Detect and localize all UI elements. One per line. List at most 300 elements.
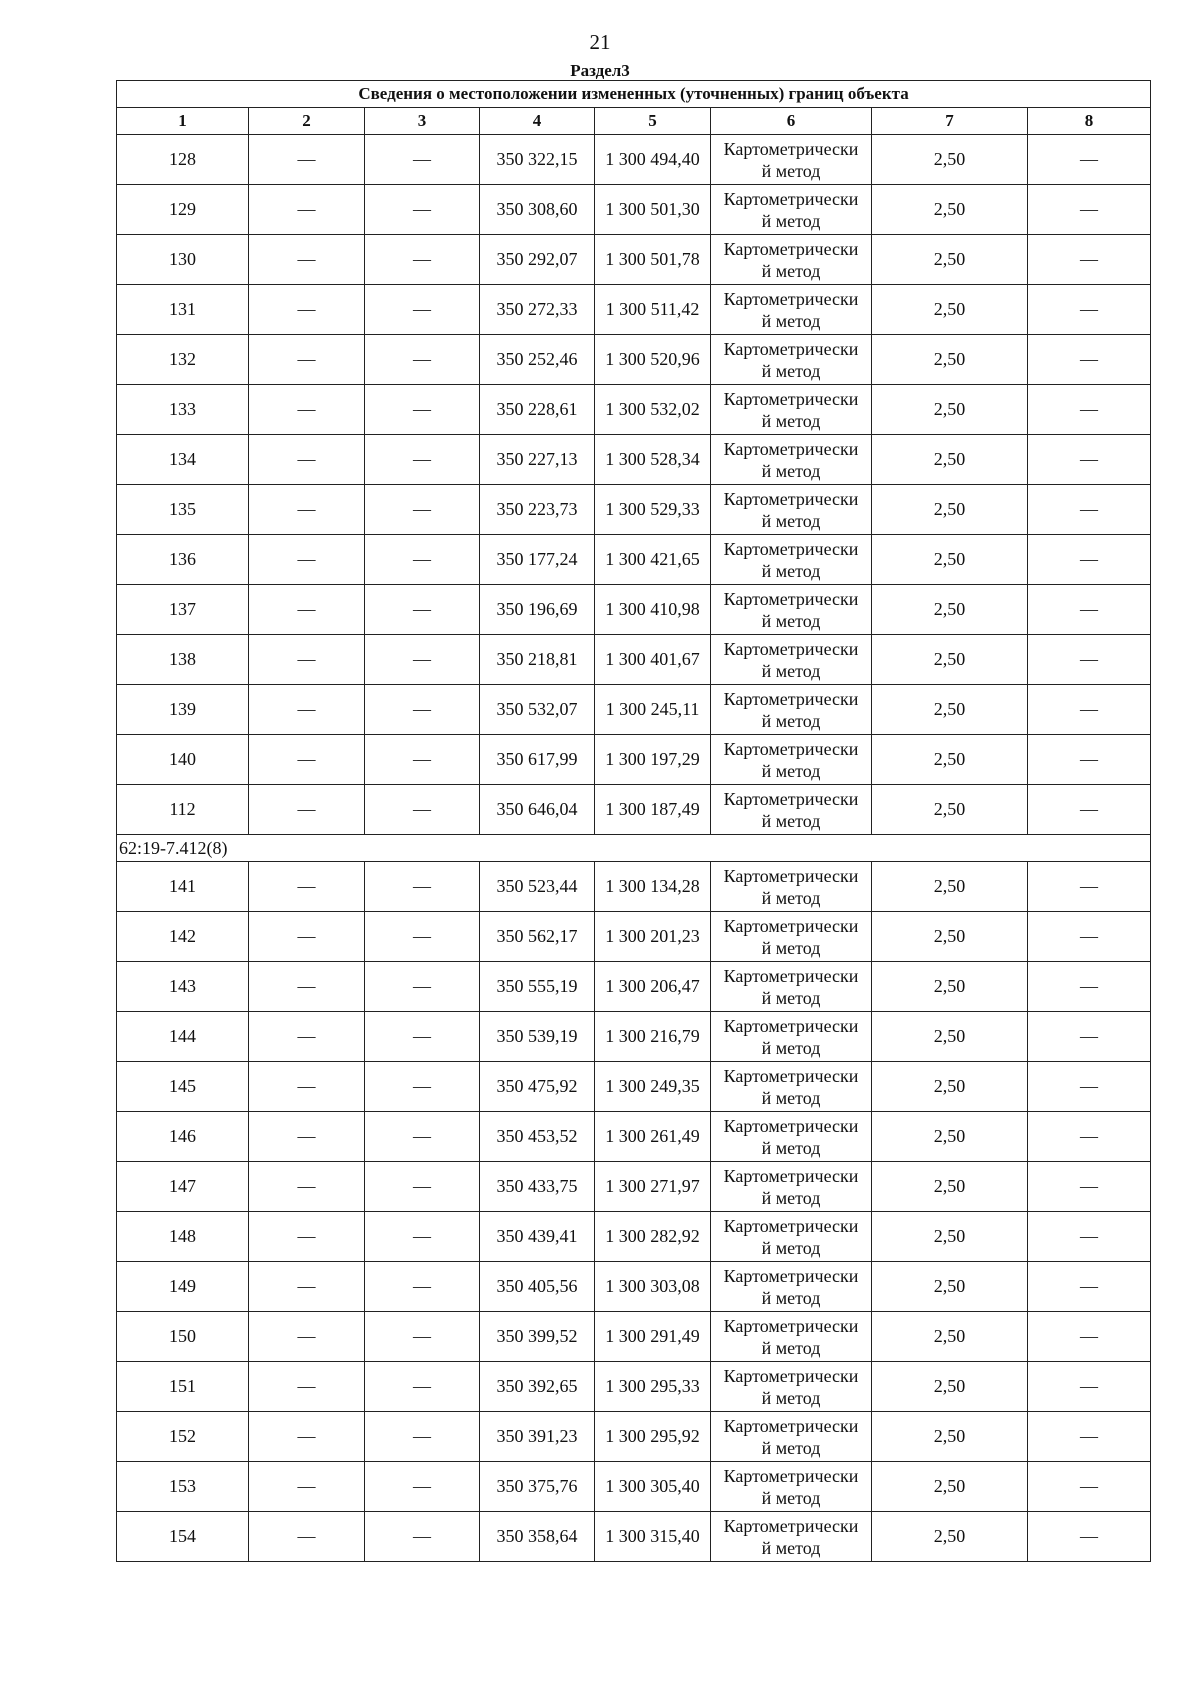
- method-line-1: Картометрически: [723, 1015, 859, 1036]
- point-number-cell: 134: [117, 435, 249, 485]
- col2-cell: —: [249, 1362, 365, 1412]
- col3-cell: —: [365, 635, 480, 685]
- col2-cell: —: [249, 135, 365, 185]
- col2-cell: —: [249, 912, 365, 962]
- accuracy-cell: 2,50: [872, 335, 1028, 385]
- col8-cell: —: [1028, 235, 1151, 285]
- col3-cell: —: [365, 235, 480, 285]
- table-row: [117, 1062, 1151, 1112]
- col2-cell: —: [249, 1112, 365, 1162]
- accuracy-cell: 2,50: [872, 1062, 1028, 1112]
- y-coordinate-cell: 1 300 295,33: [595, 1362, 711, 1412]
- table-row: [117, 285, 1151, 335]
- col3-cell: —: [365, 335, 480, 385]
- col8-cell: —: [1028, 862, 1151, 912]
- col8-cell: —: [1028, 385, 1151, 435]
- method-line-2: й метод: [761, 760, 821, 781]
- point-number-cell: 154: [117, 1512, 249, 1562]
- col8-cell: —: [1028, 1412, 1151, 1462]
- point-number-cell: 112: [117, 785, 249, 835]
- method-line-1: Картометрически: [723, 338, 859, 359]
- method-cell: [711, 235, 872, 285]
- y-coordinate-cell: 1 300 282,92: [595, 1212, 711, 1262]
- x-coordinate-cell: 350 322,15: [480, 135, 595, 185]
- accuracy-cell: 2,50: [872, 1112, 1028, 1162]
- x-coordinate-cell: 350 292,07: [480, 235, 595, 285]
- x-coordinate-cell: 350 555,19: [480, 962, 595, 1012]
- y-coordinate-cell: 1 300 216,79: [595, 1012, 711, 1062]
- table-row: [117, 1262, 1151, 1312]
- accuracy-cell: 2,50: [872, 485, 1028, 535]
- method-cell: [711, 1512, 872, 1562]
- x-coordinate-cell: 350 392,65: [480, 1362, 595, 1412]
- col3-cell: —: [365, 1112, 480, 1162]
- accuracy-cell: 2,50: [872, 385, 1028, 435]
- y-coordinate-cell: 1 300 197,29: [595, 735, 711, 785]
- table-row: [117, 862, 1151, 912]
- x-coordinate-cell: 350 523,44: [480, 862, 595, 912]
- col3-cell: —: [365, 185, 480, 235]
- accuracy-cell: 2,50: [872, 1462, 1028, 1512]
- accuracy-cell: 2,50: [872, 135, 1028, 185]
- x-coordinate-cell: 350 177,24: [480, 535, 595, 585]
- method-line-2: й метод: [761, 660, 821, 681]
- table-row: [117, 585, 1151, 635]
- method-line-1: Картометрически: [723, 1065, 859, 1086]
- x-coordinate-cell: 350 539,19: [480, 1012, 595, 1062]
- col8-cell: —: [1028, 912, 1151, 962]
- y-coordinate-cell: 1 300 532,02: [595, 385, 711, 435]
- method-line-1: Картометрически: [723, 188, 859, 209]
- col3-cell: —: [365, 585, 480, 635]
- accuracy-cell: 2,50: [872, 962, 1028, 1012]
- x-coordinate-cell: 350 433,75: [480, 1162, 595, 1212]
- x-coordinate-cell: 350 439,41: [480, 1212, 595, 1262]
- method-cell: [711, 135, 872, 185]
- accuracy-cell: 2,50: [872, 1262, 1028, 1312]
- method-cell: [711, 285, 872, 335]
- col8-cell: —: [1028, 1062, 1151, 1112]
- method-line-1: Картометрически: [723, 788, 859, 809]
- point-number-cell: 139: [117, 685, 249, 735]
- y-coordinate-cell: 1 300 134,28: [595, 862, 711, 912]
- accuracy-cell: 2,50: [872, 1162, 1028, 1212]
- table-body: [117, 81, 1151, 1562]
- section-title: Раздел3: [570, 61, 630, 80]
- col2-cell: —: [249, 1212, 365, 1262]
- method-line-2: й метод: [761, 510, 821, 531]
- column-number: 6: [711, 108, 872, 135]
- col8-cell: —: [1028, 135, 1151, 185]
- method-line-1: Картометрически: [723, 1265, 859, 1286]
- x-coordinate-cell: 350 617,99: [480, 735, 595, 785]
- col8-cell: —: [1028, 1162, 1151, 1212]
- method-line-2: й метод: [761, 1237, 821, 1258]
- accuracy-cell: 2,50: [872, 685, 1028, 735]
- accuracy-cell: 2,50: [872, 535, 1028, 585]
- col3-cell: —: [365, 735, 480, 785]
- table-row: [117, 735, 1151, 785]
- method-line-1: Картометрически: [723, 865, 859, 886]
- point-number-cell: 152: [117, 1412, 249, 1462]
- x-coordinate-cell: 350 308,60: [480, 185, 595, 235]
- table-row: [117, 962, 1151, 1012]
- method-line-2: й метод: [761, 1287, 821, 1308]
- col2-cell: —: [249, 435, 365, 485]
- method-line-2: й метод: [761, 1537, 821, 1558]
- col3-cell: —: [365, 1312, 480, 1362]
- col3-cell: —: [365, 685, 480, 735]
- x-coordinate-cell: 350 399,52: [480, 1312, 595, 1362]
- x-coordinate-cell: 350 532,07: [480, 685, 595, 735]
- col3-cell: —: [365, 862, 480, 912]
- method-line-2: й метод: [761, 937, 821, 958]
- col2-cell: —: [249, 585, 365, 635]
- col8-cell: —: [1028, 1112, 1151, 1162]
- y-coordinate-cell: 1 300 249,35: [595, 1062, 711, 1112]
- col8-cell: —: [1028, 435, 1151, 485]
- accuracy-cell: 2,50: [872, 1512, 1028, 1562]
- col3-cell: —: [365, 385, 480, 435]
- x-coordinate-cell: 350 405,56: [480, 1262, 595, 1312]
- method-line-1: Картометрически: [723, 138, 859, 159]
- method-line-1: Картометрически: [723, 1365, 859, 1386]
- method-cell: [711, 1162, 872, 1212]
- point-number-cell: 146: [117, 1112, 249, 1162]
- method-line-1: Картометрически: [723, 638, 859, 659]
- col2-cell: —: [249, 485, 365, 535]
- y-coordinate-cell: 1 300 187,49: [595, 785, 711, 835]
- column-number: 7: [872, 108, 1028, 135]
- table-row: [117, 635, 1151, 685]
- point-number-cell: 128: [117, 135, 249, 185]
- method-line-1: Картометрически: [723, 488, 859, 509]
- method-line-1: Картометрически: [723, 1465, 859, 1486]
- point-number-cell: 138: [117, 635, 249, 685]
- y-coordinate-cell: 1 300 520,96: [595, 335, 711, 385]
- boundary-table: [116, 80, 1151, 1562]
- col8-cell: —: [1028, 1312, 1151, 1362]
- point-number-cell: 135: [117, 485, 249, 535]
- point-number-cell: 143: [117, 962, 249, 1012]
- col3-cell: —: [365, 962, 480, 1012]
- col8-cell: —: [1028, 1262, 1151, 1312]
- y-coordinate-cell: 1 300 295,92: [595, 1412, 711, 1462]
- table-row: [117, 1462, 1151, 1512]
- col2-cell: —: [249, 785, 365, 835]
- point-number-cell: 148: [117, 1212, 249, 1262]
- table-row: [117, 385, 1151, 435]
- point-number-cell: 145: [117, 1062, 249, 1112]
- table-row: [117, 435, 1151, 485]
- method-cell: [711, 1262, 872, 1312]
- method-line-2: й метод: [761, 560, 821, 581]
- col2-cell: —: [249, 962, 365, 1012]
- col8-cell: —: [1028, 285, 1151, 335]
- point-number-cell: 151: [117, 1362, 249, 1412]
- method-cell: [711, 1412, 872, 1462]
- col3-cell: —: [365, 535, 480, 585]
- table-row: [117, 135, 1151, 185]
- method-line-2: й метод: [761, 1037, 821, 1058]
- table-title: Сведения о местоположении измененных (уточненных) границ объекта: [117, 81, 1151, 108]
- method-line-2: й метод: [761, 1137, 821, 1158]
- page-number: 21: [589, 30, 611, 54]
- col3-cell: —: [365, 785, 480, 835]
- y-coordinate-cell: 1 300 303,08: [595, 1262, 711, 1312]
- y-coordinate-cell: 1 300 401,67: [595, 635, 711, 685]
- method-cell: [711, 912, 872, 962]
- method-cell: [711, 585, 872, 635]
- group-label: 62:19-7.412(8): [117, 835, 1151, 862]
- col2-cell: —: [249, 685, 365, 735]
- col2-cell: —: [249, 1162, 365, 1212]
- table-row: [117, 1312, 1151, 1362]
- x-coordinate-cell: 350 227,13: [480, 435, 595, 485]
- method-line-2: й метод: [761, 1387, 821, 1408]
- accuracy-cell: 2,50: [872, 1312, 1028, 1362]
- x-coordinate-cell: 350 252,46: [480, 335, 595, 385]
- col8-cell: —: [1028, 1462, 1151, 1512]
- y-coordinate-cell: 1 300 529,33: [595, 485, 711, 535]
- method-cell: [711, 385, 872, 435]
- method-line-1: Картометрически: [723, 388, 859, 409]
- y-coordinate-cell: 1 300 245,11: [595, 685, 711, 735]
- method-cell: [711, 1062, 872, 1112]
- col2-cell: —: [249, 535, 365, 585]
- table-row: [117, 1012, 1151, 1062]
- method-line-2: й метод: [761, 410, 821, 431]
- method-cell: [711, 435, 872, 485]
- x-coordinate-cell: 350 375,76: [480, 1462, 595, 1512]
- point-number-cell: 132: [117, 335, 249, 385]
- group-header-row: [117, 835, 1151, 862]
- col3-cell: —: [365, 1362, 480, 1412]
- method-line-2: й метод: [761, 1487, 821, 1508]
- method-cell: [711, 1112, 872, 1162]
- method-cell: [711, 1312, 872, 1362]
- table-row: [117, 785, 1151, 835]
- y-coordinate-cell: 1 300 291,49: [595, 1312, 711, 1362]
- y-coordinate-cell: 1 300 305,40: [595, 1462, 711, 1512]
- col8-cell: —: [1028, 962, 1151, 1012]
- accuracy-cell: 2,50: [872, 1362, 1028, 1412]
- method-line-2: й метод: [761, 710, 821, 731]
- point-number-cell: 144: [117, 1012, 249, 1062]
- col2-cell: —: [249, 285, 365, 335]
- y-coordinate-cell: 1 300 201,23: [595, 912, 711, 962]
- col8-cell: —: [1028, 1512, 1151, 1562]
- col8-cell: —: [1028, 335, 1151, 385]
- column-number: 1: [117, 108, 249, 135]
- col3-cell: —: [365, 435, 480, 485]
- method-line-1: Картометрически: [723, 738, 859, 759]
- point-number-cell: 147: [117, 1162, 249, 1212]
- col2-cell: —: [249, 335, 365, 385]
- method-line-2: й метод: [761, 310, 821, 331]
- method-cell: [711, 335, 872, 385]
- table-row: [117, 335, 1151, 385]
- col8-cell: —: [1028, 535, 1151, 585]
- method-cell: [711, 962, 872, 1012]
- x-coordinate-cell: 350 223,73: [480, 485, 595, 535]
- point-number-cell: 141: [117, 862, 249, 912]
- method-line-1: Картометрически: [723, 965, 859, 986]
- col3-cell: —: [365, 135, 480, 185]
- col3-cell: —: [365, 485, 480, 535]
- method-cell: [711, 1362, 872, 1412]
- accuracy-cell: 2,50: [872, 1212, 1028, 1262]
- method-line-2: й метод: [761, 610, 821, 631]
- x-coordinate-cell: 350 453,52: [480, 1112, 595, 1162]
- method-line-1: Картометрически: [723, 538, 859, 559]
- method-line-1: Картометрически: [723, 1415, 859, 1436]
- method-cell: [711, 785, 872, 835]
- col8-cell: —: [1028, 735, 1151, 785]
- method-line-1: Картометрически: [723, 1165, 859, 1186]
- point-number-cell: 150: [117, 1312, 249, 1362]
- column-number: 3: [365, 108, 480, 135]
- table-row: [117, 912, 1151, 962]
- accuracy-cell: 2,50: [872, 735, 1028, 785]
- point-number-cell: 129: [117, 185, 249, 235]
- col3-cell: —: [365, 1462, 480, 1512]
- method-line-2: й метод: [761, 460, 821, 481]
- accuracy-cell: 2,50: [872, 235, 1028, 285]
- col2-cell: —: [249, 385, 365, 435]
- accuracy-cell: 2,50: [872, 435, 1028, 485]
- col2-cell: —: [249, 1262, 365, 1312]
- y-coordinate-cell: 1 300 528,34: [595, 435, 711, 485]
- col8-cell: —: [1028, 585, 1151, 635]
- method-line-2: й метод: [761, 160, 821, 181]
- col3-cell: —: [365, 285, 480, 335]
- col8-cell: —: [1028, 685, 1151, 735]
- x-coordinate-cell: 350 358,64: [480, 1512, 595, 1562]
- y-coordinate-cell: 1 300 410,98: [595, 585, 711, 635]
- column-number: 4: [480, 108, 595, 135]
- col8-cell: —: [1028, 635, 1151, 685]
- column-number: 2: [249, 108, 365, 135]
- col8-cell: —: [1028, 485, 1151, 535]
- method-cell: [711, 185, 872, 235]
- col2-cell: —: [249, 1512, 365, 1562]
- col8-cell: —: [1028, 1012, 1151, 1062]
- accuracy-cell: 2,50: [872, 912, 1028, 962]
- col2-cell: —: [249, 635, 365, 685]
- col3-cell: —: [365, 1212, 480, 1262]
- method-cell: [711, 485, 872, 535]
- table-row: [117, 1212, 1151, 1262]
- method-line-1: Картометрически: [723, 288, 859, 309]
- y-coordinate-cell: 1 300 511,42: [595, 285, 711, 335]
- col8-cell: —: [1028, 1212, 1151, 1262]
- method-line-2: й метод: [761, 987, 821, 1008]
- table-row: [117, 1162, 1151, 1212]
- accuracy-cell: 2,50: [872, 1412, 1028, 1462]
- table-row: [117, 1412, 1151, 1462]
- point-number-cell: 130: [117, 235, 249, 285]
- method-line-2: й метод: [761, 1437, 821, 1458]
- point-number-cell: 133: [117, 385, 249, 435]
- accuracy-cell: 2,50: [872, 1012, 1028, 1062]
- accuracy-cell: 2,50: [872, 285, 1028, 335]
- method-cell: [711, 635, 872, 685]
- method-line-2: й метод: [761, 260, 821, 281]
- method-line-1: Картометрически: [723, 588, 859, 609]
- col3-cell: —: [365, 1162, 480, 1212]
- point-number-cell: 131: [117, 285, 249, 335]
- method-cell: [711, 1012, 872, 1062]
- method-line-1: Картометрически: [723, 915, 859, 936]
- method-line-1: Картометрически: [723, 1315, 859, 1336]
- col3-cell: —: [365, 1262, 480, 1312]
- method-line-1: Картометрически: [723, 238, 859, 259]
- col2-cell: —: [249, 1412, 365, 1462]
- x-coordinate-cell: 350 196,69: [480, 585, 595, 635]
- table-row: [117, 535, 1151, 585]
- x-coordinate-cell: 350 218,81: [480, 635, 595, 685]
- y-coordinate-cell: 1 300 315,40: [595, 1512, 711, 1562]
- col2-cell: —: [249, 1462, 365, 1512]
- point-number-cell: 140: [117, 735, 249, 785]
- point-number-cell: 136: [117, 535, 249, 585]
- table-row: [117, 1362, 1151, 1412]
- x-coordinate-cell: 350 475,92: [480, 1062, 595, 1112]
- method-line-2: й метод: [761, 210, 821, 231]
- y-coordinate-cell: 1 300 501,78: [595, 235, 711, 285]
- table-row: [117, 685, 1151, 735]
- x-coordinate-cell: 350 228,61: [480, 385, 595, 435]
- col2-cell: —: [249, 235, 365, 285]
- table-title-row: [117, 81, 1151, 108]
- table-row: [117, 1112, 1151, 1162]
- col3-cell: —: [365, 912, 480, 962]
- method-line-1: Картометрически: [723, 1115, 859, 1136]
- x-coordinate-cell: 350 391,23: [480, 1412, 595, 1462]
- col2-cell: —: [249, 1312, 365, 1362]
- col3-cell: —: [365, 1062, 480, 1112]
- method-line-2: й метод: [761, 360, 821, 381]
- point-number-cell: 142: [117, 912, 249, 962]
- accuracy-cell: 2,50: [872, 585, 1028, 635]
- method-line-2: й метод: [761, 1087, 821, 1108]
- method-line-2: й метод: [761, 1337, 821, 1358]
- point-number-cell: 153: [117, 1462, 249, 1512]
- x-coordinate-cell: 350 562,17: [480, 912, 595, 962]
- accuracy-cell: 2,50: [872, 785, 1028, 835]
- method-line-1: Картометрически: [723, 438, 859, 459]
- col8-cell: —: [1028, 1362, 1151, 1412]
- method-line-1: Картометрически: [723, 1215, 859, 1236]
- col2-cell: —: [249, 185, 365, 235]
- method-cell: [711, 685, 872, 735]
- col2-cell: —: [249, 1012, 365, 1062]
- column-number: 8: [1028, 108, 1151, 135]
- col3-cell: —: [365, 1512, 480, 1562]
- method-line-2: й метод: [761, 810, 821, 831]
- point-number-cell: 137: [117, 585, 249, 635]
- method-line-2: й метод: [761, 887, 821, 908]
- table-row: [117, 1512, 1151, 1562]
- method-line-2: й метод: [761, 1187, 821, 1208]
- y-coordinate-cell: 1 300 261,49: [595, 1112, 711, 1162]
- table-row: [117, 185, 1151, 235]
- x-coordinate-cell: 350 646,04: [480, 785, 595, 835]
- method-line-1: Картометрически: [723, 688, 859, 709]
- method-cell: [711, 1212, 872, 1262]
- col2-cell: —: [249, 862, 365, 912]
